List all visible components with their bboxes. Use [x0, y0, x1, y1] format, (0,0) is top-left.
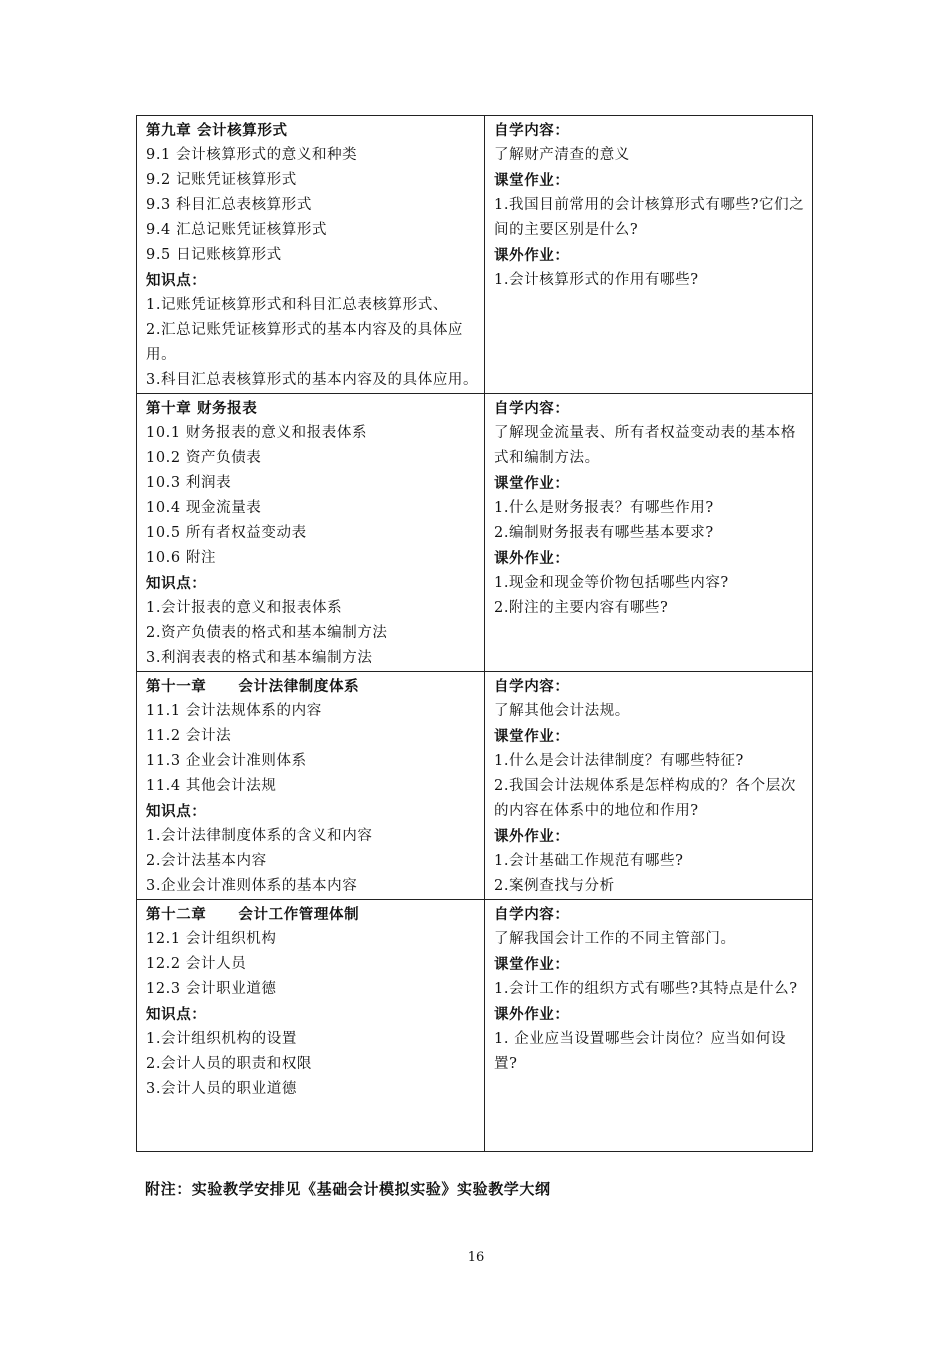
- section-item: 9.4 汇总记账凭证核算形式: [146, 222, 328, 238]
- homework-item: 2.附注的主要内容有哪些?: [494, 600, 669, 616]
- knowledge-point: 2.资产负债表的格式和基本编制方法: [146, 625, 388, 641]
- table-row: [137, 116, 813, 394]
- self-study-label: 自学内容：: [494, 400, 570, 417]
- chapter-title: 第十章 财务报表: [146, 400, 258, 417]
- section-item: 12.1 会计组织机构: [146, 931, 277, 947]
- section-item: 11.3 企业会计准则体系: [146, 753, 307, 769]
- table-row: [137, 900, 813, 1152]
- chapter-title: [146, 674, 479, 699]
- chapter-title-number: 第十一章: [146, 678, 207, 695]
- section-item: 10.6 附注: [146, 550, 217, 566]
- classwork-item: 1.我国目前常用的会计核算形式有哪些?它们之间的主要区别是什么?: [494, 197, 805, 238]
- chapter-title-name: 会计法律制度体系: [238, 678, 360, 695]
- knowledge-point: 3.利润表表的格式和基本编制方法: [146, 650, 373, 666]
- homework-label: 课外作业：: [494, 828, 570, 845]
- classwork-item: 1.会计工作的组织方式有哪些?其特点是什么?: [494, 981, 798, 997]
- section-item: 10.4 现金流量表: [146, 500, 262, 516]
- homework-label: 课外作业：: [494, 550, 570, 567]
- self-study-item: 了解其他会计法规。: [494, 703, 630, 719]
- chapter-title: 第九章 会计核算形式: [146, 122, 288, 139]
- self-study-label: 自学内容：: [494, 122, 570, 139]
- self-study-label: 自学内容：: [494, 906, 570, 923]
- homework-item: 1.现金和现金等价物包括哪些内容?: [494, 575, 729, 591]
- assignment-cell: [485, 672, 813, 900]
- section-item: 9.1 会计核算形式的意义和种类: [146, 147, 358, 163]
- knowledge-point: 2.会计人员的职责和权限: [146, 1056, 313, 1072]
- chapter-title-name: 会计工作管理体制: [238, 906, 360, 923]
- classwork-item: 1.什么是财务报表？有哪些作用?: [494, 500, 714, 516]
- self-study-item: 了解现金流量表、所有者权益变动表的基本格式和编制方法。: [494, 425, 796, 466]
- footnote: 附注：实验教学安排见《基础会计模拟实验》实验教学大纲: [145, 1180, 551, 1198]
- section-item: 9.2 记账凭证核算形式: [146, 172, 297, 188]
- assignment-cell: [485, 900, 813, 1152]
- section-item: 12.3 会计职业道德: [146, 981, 277, 997]
- table-row: [137, 672, 813, 900]
- chapter-title-number: 第十二章: [146, 906, 207, 923]
- knowledge-point: 3.会计人员的职业道德: [146, 1081, 297, 1097]
- classwork-item: 2.我国会计法规体系是怎样构成的？各个层次的内容在体系中的地位和作用?: [494, 778, 796, 819]
- classwork-item: 2.编制财务报表有哪些基本要求?: [494, 525, 714, 541]
- assignment-cell: [485, 116, 813, 394]
- syllabus-table: [136, 115, 813, 1152]
- chapter-cell: [137, 116, 485, 394]
- chapter-cell: [137, 672, 485, 900]
- knowledge-points-label: 知识点：: [146, 1006, 207, 1023]
- knowledge-point: 2.汇总记账凭证核算形式的基本内容及的具体应用。: [146, 322, 464, 363]
- section-item: 11.2 会计法: [146, 728, 232, 744]
- chapter-cell: [137, 394, 485, 672]
- knowledge-point: 1.记账凭证核算形式和科目汇总表核算形式、: [146, 297, 448, 313]
- section-item: 10.5 所有者权益变动表: [146, 525, 307, 541]
- page-number: 16: [467, 1250, 485, 1265]
- section-item: 10.2 资产负债表: [146, 450, 262, 466]
- table-row: [137, 394, 813, 672]
- classwork-label: 课堂作业：: [494, 172, 570, 189]
- section-item: 10.3 利润表: [146, 475, 232, 491]
- knowledge-point: 1.会计法律制度体系的含义和内容: [146, 828, 373, 844]
- chapter-title: [146, 902, 479, 927]
- section-item: 9.5 日记账核算形式: [146, 247, 282, 263]
- knowledge-point: 3.企业会计准则体系的基本内容: [146, 878, 358, 894]
- knowledge-point: 2.会计法基本内容: [146, 853, 267, 869]
- self-study-item: 了解财产清查的意义: [494, 147, 630, 163]
- knowledge-point: 1.会计报表的意义和报表体系: [146, 600, 343, 616]
- classwork-label: 课堂作业：: [494, 956, 570, 973]
- homework-label: 课外作业：: [494, 247, 570, 264]
- section-item: 12.2 会计人员: [146, 956, 247, 972]
- section-item: 10.1 财务报表的意义和报表体系: [146, 425, 368, 441]
- homework-item: 2.案例查找与分析: [494, 878, 615, 894]
- homework-item: 1.会计核算形式的作用有哪些?: [494, 272, 699, 288]
- knowledge-points-label: 知识点：: [146, 272, 207, 289]
- self-study-item: 了解我国会计工作的不同主管部门。: [494, 931, 736, 947]
- classwork-label: 课堂作业：: [494, 728, 570, 745]
- knowledge-point: 3.科目汇总表核算形式的基本内容及的具体应用。: [146, 372, 479, 388]
- section-item: 9.3 科目汇总表核算形式: [146, 197, 312, 213]
- homework-label: 课外作业：: [494, 1006, 570, 1023]
- assignment-cell: [485, 394, 813, 672]
- knowledge-point: 1.会计组织机构的设置: [146, 1031, 297, 1047]
- classwork-label: 课堂作业：: [494, 475, 570, 492]
- section-item: 11.4 其他会计法规: [146, 778, 277, 794]
- knowledge-points-label: 知识点：: [146, 575, 207, 592]
- homework-item: 1. 企业应当设置哪些会计岗位？应当如何设置?: [494, 1031, 787, 1072]
- section-item: 11.1 会计法规体系的内容: [146, 703, 322, 719]
- classwork-item: 1.什么是会计法律制度？有哪些特征?: [494, 753, 744, 769]
- chapter-cell: [137, 900, 485, 1152]
- homework-item: 1.会计基础工作规范有哪些?: [494, 853, 684, 869]
- self-study-label: 自学内容：: [494, 678, 570, 695]
- knowledge-points-label: 知识点：: [146, 803, 207, 820]
